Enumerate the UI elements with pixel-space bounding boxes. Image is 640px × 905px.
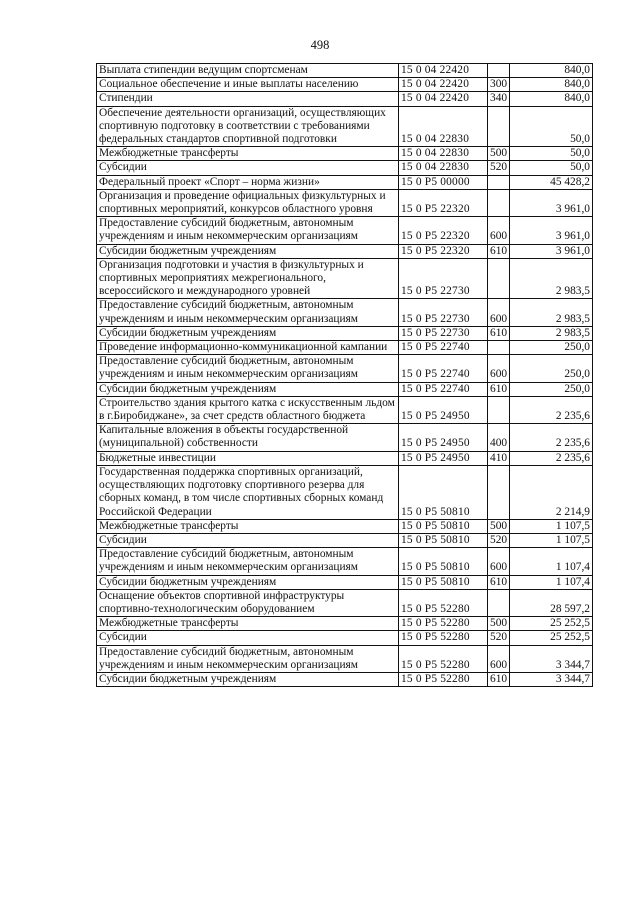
row-expense-type	[488, 341, 510, 355]
table-row	[97, 575, 593, 589]
table-row	[97, 589, 593, 616]
row-name: Предоставление субсидий бюджетным, автономным учреждениям и иным некоммерческим организациям	[97, 548, 399, 575]
table-row	[97, 106, 593, 147]
row-code: 15 0 P5 24950	[399, 424, 488, 451]
table-row	[97, 341, 593, 355]
table-row	[97, 161, 593, 175]
table-row	[97, 258, 593, 299]
row-amount: 250,0	[510, 382, 593, 396]
row-name: Межбюджетные трансферты	[97, 147, 399, 161]
row-name: Субсидии	[97, 631, 399, 645]
row-amount: 250,0	[510, 355, 593, 382]
row-name: Бюджетные инвестиции	[97, 451, 399, 465]
row-name: Оснащение объектов спортивной инфраструктуры спортивно-технологическим оборудованием	[97, 589, 399, 616]
row-name: Обеспечение деятельности организаций, осуществляющих спортивную подготовку в соответствии с требованиями федеральных стандартов спортивной подготовки	[97, 106, 399, 147]
row-name: Субсидии бюджетным учреждениям	[97, 244, 399, 258]
table-row	[97, 299, 593, 326]
row-name: Субсидии бюджетным учреждениям	[97, 382, 399, 396]
budget-table	[96, 63, 593, 687]
table-row	[97, 533, 593, 547]
row-amount: 1 107,4	[510, 548, 593, 575]
row-code: 15 0 04 22420	[399, 78, 488, 92]
row-code: 15 0 P5 52280	[399, 672, 488, 686]
table-row	[97, 631, 593, 645]
row-expense-type: 520	[488, 631, 510, 645]
row-code: 15 0 P5 22320	[399, 244, 488, 258]
row-amount: 3 961,0	[510, 189, 593, 216]
row-name: Субсидии	[97, 533, 399, 547]
row-code: 15 0 P5 00000	[399, 175, 488, 189]
table-row	[97, 64, 593, 78]
row-expense-type	[488, 175, 510, 189]
row-expense-type: 410	[488, 451, 510, 465]
row-name: Предоставление субсидий бюджетным, автономным учреждениям и иным некоммерческим организациям	[97, 299, 399, 326]
row-code: 15 0 04 22830	[399, 106, 488, 147]
row-code: 15 0 P5 24950	[399, 396, 488, 423]
row-name: Стипендии	[97, 92, 399, 106]
row-code: 15 0 P5 52280	[399, 589, 488, 616]
row-amount: 2 235,6	[510, 451, 593, 465]
row-name: Предоставление субсидий бюджетным, автономным учреждениям и иным некоммерческим организациям	[97, 645, 399, 672]
table-row	[97, 355, 593, 382]
row-expense-type: 520	[488, 161, 510, 175]
table-row	[97, 548, 593, 575]
row-expense-type: 400	[488, 424, 510, 451]
row-expense-type: 600	[488, 355, 510, 382]
row-code: 15 0 P5 50810	[399, 548, 488, 575]
row-amount: 1 107,5	[510, 519, 593, 533]
row-expense-type	[488, 465, 510, 519]
row-code: 15 0 P5 22730	[399, 258, 488, 299]
table-row	[97, 326, 593, 340]
row-amount: 25 252,5	[510, 631, 593, 645]
row-name: Субсидии бюджетным учреждениям	[97, 326, 399, 340]
row-expense-type: 300	[488, 78, 510, 92]
row-code: 15 0 P5 22740	[399, 355, 488, 382]
table-row	[97, 396, 593, 423]
row-amount: 3 961,0	[510, 244, 593, 258]
row-name: Выплата стипендии ведущим спортсменам	[97, 64, 399, 78]
table-row	[97, 519, 593, 533]
row-amount: 3 961,0	[510, 217, 593, 244]
row-expense-type	[488, 589, 510, 616]
row-amount: 50,0	[510, 161, 593, 175]
row-expense-type: 340	[488, 92, 510, 106]
row-expense-type: 520	[488, 533, 510, 547]
row-expense-type: 600	[488, 548, 510, 575]
row-expense-type: 610	[488, 244, 510, 258]
row-expense-type: 610	[488, 672, 510, 686]
row-expense-type	[488, 258, 510, 299]
row-name: Государственная поддержка спортивных организаций, осуществляющих подготовку спортивного резерва для сборных команд, в том числе спортивных сборных команд Российской Федерации	[97, 465, 399, 519]
row-expense-type	[488, 396, 510, 423]
row-expense-type: 610	[488, 326, 510, 340]
row-code: 15 0 P5 22320	[399, 189, 488, 216]
row-expense-type: 600	[488, 217, 510, 244]
row-code: 15 0 P5 52280	[399, 617, 488, 631]
row-code: 15 0 P5 22740	[399, 382, 488, 396]
row-amount: 25 252,5	[510, 617, 593, 631]
row-name: Предоставление субсидий бюджетным, автономным учреждениям и иным некоммерческим организациям	[97, 217, 399, 244]
row-code: 15 0 04 22420	[399, 64, 488, 78]
row-amount: 2 983,5	[510, 299, 593, 326]
row-name: Предоставление субсидий бюджетным, автономным учреждениям и иным некоммерческим организациям	[97, 355, 399, 382]
row-amount: 28 597,2	[510, 589, 593, 616]
row-amount: 840,0	[510, 78, 593, 92]
table-row	[97, 147, 593, 161]
row-name: Субсидии бюджетным учреждениям	[97, 575, 399, 589]
row-name: Строительство здания крытого катка с искусственным льдом в г.Биробиджане», за счет средств областного бюджета	[97, 396, 399, 423]
row-amount: 3 344,7	[510, 645, 593, 672]
row-code: 15 0 P5 50810	[399, 519, 488, 533]
row-amount: 45 428,2	[510, 175, 593, 189]
row-name: Проведение информационно-коммуникационной кампании	[97, 341, 399, 355]
row-name: Социальное обеспечение и иные выплаты населению	[97, 78, 399, 92]
row-amount: 2 235,6	[510, 424, 593, 451]
row-amount: 2 983,5	[510, 258, 593, 299]
row-expense-type: 610	[488, 382, 510, 396]
row-name: Организация и проведение официальных физкультурных и спортивных мероприятий, конкурсов областного уровня	[97, 189, 399, 216]
row-code: 15 0 04 22830	[399, 161, 488, 175]
row-amount: 2 214,9	[510, 465, 593, 519]
row-expense-type	[488, 64, 510, 78]
row-name: Субсидии бюджетным учреждениям	[97, 672, 399, 686]
table-row	[97, 78, 593, 92]
row-code: 15 0 P5 50810	[399, 533, 488, 547]
row-code: 15 0 04 22420	[399, 92, 488, 106]
row-amount: 1 107,5	[510, 533, 593, 547]
row-name: Межбюджетные трансферты	[97, 617, 399, 631]
row-expense-type	[488, 106, 510, 147]
row-amount: 250,0	[510, 341, 593, 355]
budget-table-body	[97, 64, 593, 687]
row-expense-type: 500	[488, 147, 510, 161]
row-amount: 2 235,6	[510, 396, 593, 423]
row-amount: 1 107,4	[510, 575, 593, 589]
row-amount: 50,0	[510, 106, 593, 147]
table-row	[97, 645, 593, 672]
row-code: 15 0 P5 22730	[399, 326, 488, 340]
table-row	[97, 217, 593, 244]
row-name: Организация подготовки и участия в физкультурных и спортивных мероприятиях межрегионального, всероссийского и международного уровней	[97, 258, 399, 299]
page-number: 498	[310, 38, 330, 52]
row-expense-type: 500	[488, 617, 510, 631]
row-code: 15 0 P5 22730	[399, 299, 488, 326]
row-code: 15 0 P5 24950	[399, 451, 488, 465]
row-name: Федеральный проект «Спорт – норма жизни»	[97, 175, 399, 189]
row-amount: 840,0	[510, 64, 593, 78]
row-expense-type: 600	[488, 645, 510, 672]
table-row	[97, 424, 593, 451]
table-row	[97, 465, 593, 519]
row-code: 15 0 04 22830	[399, 147, 488, 161]
row-expense-type: 600	[488, 299, 510, 326]
row-code: 15 0 P5 52280	[399, 645, 488, 672]
row-amount: 50,0	[510, 147, 593, 161]
table-row	[97, 451, 593, 465]
row-name: Межбюджетные трансферты	[97, 519, 399, 533]
table-row	[97, 382, 593, 396]
row-name: Капитальные вложения в объекты государственной (муниципальной) собственности	[97, 424, 399, 451]
row-amount: 3 344,7	[510, 672, 593, 686]
table-row	[97, 244, 593, 258]
table-row	[97, 92, 593, 106]
row-code: 15 0 P5 50810	[399, 465, 488, 519]
row-code: 15 0 P5 50810	[399, 575, 488, 589]
row-expense-type: 610	[488, 575, 510, 589]
table-row	[97, 189, 593, 216]
row-expense-type	[488, 189, 510, 216]
row-code: 15 0 P5 22740	[399, 341, 488, 355]
row-code: 15 0 P5 52280	[399, 631, 488, 645]
row-amount: 840,0	[510, 92, 593, 106]
row-name: Субсидии	[97, 161, 399, 175]
table-row	[97, 175, 593, 189]
row-expense-type: 500	[488, 519, 510, 533]
row-amount: 2 983,5	[510, 326, 593, 340]
table-row	[97, 617, 593, 631]
table-row	[97, 672, 593, 686]
row-code: 15 0 P5 22320	[399, 217, 488, 244]
